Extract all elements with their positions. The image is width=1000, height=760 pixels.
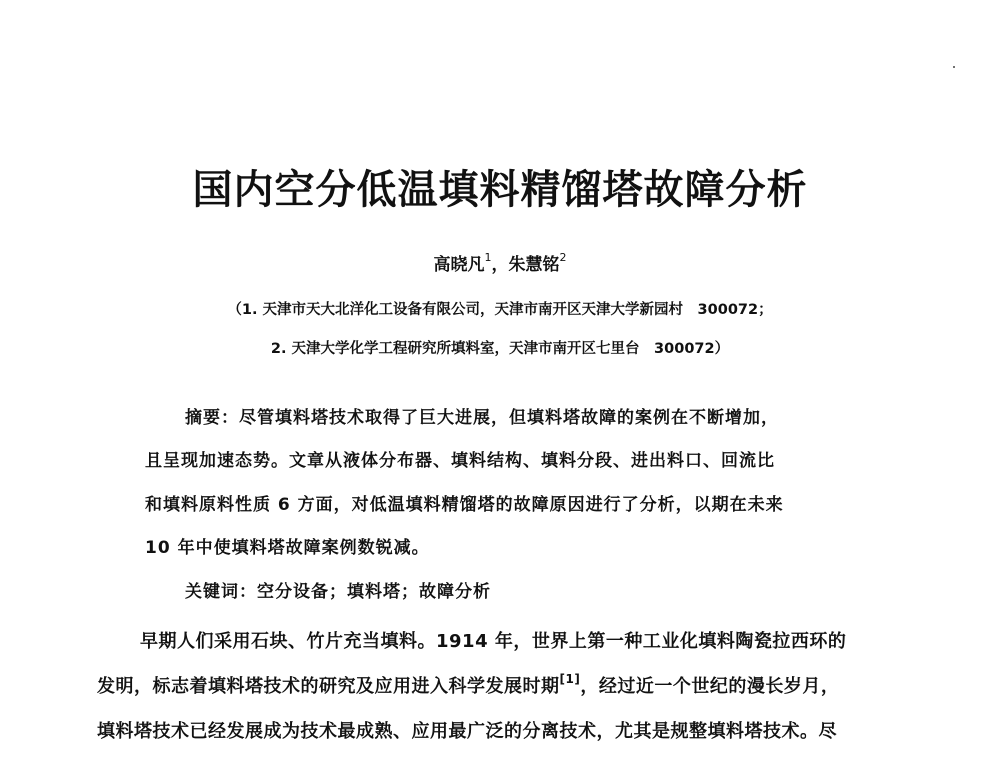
author-1: 高晓凡 xyxy=(433,255,485,275)
abstract-line-1 xyxy=(185,403,779,428)
citation-ref-1: [1] xyxy=(559,672,581,686)
keywords-line xyxy=(185,577,491,602)
body-line-3: 填料塔技术已经发展成为技术最成熟、应用最广泛的分离技术，尤其是规整填料塔技术。尽 xyxy=(97,721,837,742)
abstract-line-4: 10 年中使填料塔故障案例数锐减。 xyxy=(145,538,430,558)
body-line-2-text-b: ，经过近一个世纪的漫长岁月， xyxy=(580,676,840,697)
abstract-label: 摘要： xyxy=(185,408,239,428)
keywords-label: 关键词： xyxy=(185,582,257,602)
author-2-affiliation-mark: 2 xyxy=(559,251,567,265)
author-separator: ， xyxy=(491,255,509,275)
abstract-line-2: 且呈现加速态势。文章从液体分布器、填料结构、填料分段、进出料口、回流比 xyxy=(145,451,775,471)
affiliation-1: （1. 天津市天大北洋化工设备有限公司，天津市南开区天津大学新园村 300072； xyxy=(227,302,773,318)
keywords-text: 空分设备；填料塔；故障分析 xyxy=(257,582,491,602)
body-line-2 xyxy=(97,672,839,698)
author-2: 朱慧铭 xyxy=(508,255,560,275)
author-line xyxy=(0,250,1000,275)
body-line-1: 早期人们采用石块、竹片充当填料。1914 年，世界上第一种工业化填料陶瓷拉西环的 xyxy=(140,631,847,652)
affiliation-2: 2. 天津大学化学工程研究所填料室，天津市南开区七里台 300072） xyxy=(270,341,730,357)
abstract-text-1: 尽管填料塔技术取得了巨大进展，但填料塔故障的案例在不断增加， xyxy=(239,408,779,428)
scan-speck xyxy=(953,66,955,68)
author-1-affiliation-mark: 1 xyxy=(484,251,492,265)
paper-title: 国内空分低温填料精馏塔故障分析 xyxy=(192,166,808,213)
body-line-2-text-a: 发明，标志着填料塔技术的研究及应用进入科学发展时期 xyxy=(97,676,560,697)
abstract-line-3: 和填料原料性质 6 方面，对低温填料精馏塔的故障原因进行了分析，以期在未来 xyxy=(145,495,784,515)
